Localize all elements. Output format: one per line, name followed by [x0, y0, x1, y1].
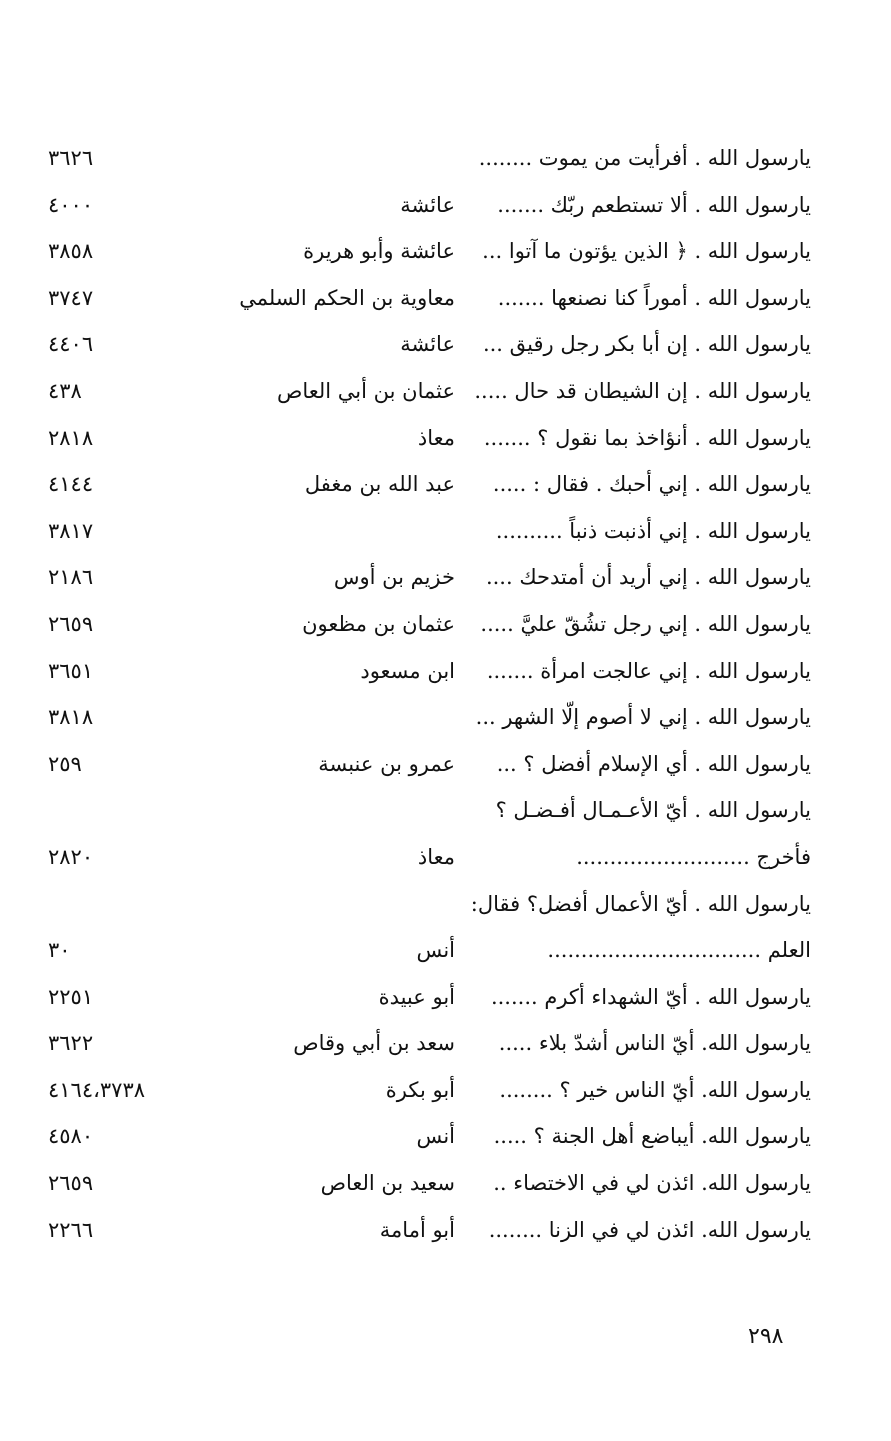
hadith-opening-text: يارسول الله . إني لا أصوم إلّا الشهر ... — [475, 705, 811, 730]
narrator-name: عثمان بن أبي العاص — [276, 378, 455, 403]
hadith-number: ٤١٤٤ — [48, 472, 94, 497]
index-list — [0, 135, 891, 1253]
hadith-number: ٢٢٦٦ — [48, 1217, 94, 1242]
hadith-opening-text: يارسول الله . أيّ الشهداء أكرم ....... — [490, 984, 811, 1009]
hadith-opening-text: يارسول الله . أنؤاخذ بما نقول ؟ ....... — [483, 425, 811, 450]
hadith-number: ٣٦٥١ — [48, 658, 94, 683]
index-row — [0, 601, 891, 648]
narrator-name: أنس — [416, 1124, 455, 1149]
hadith-opening-text: يارسول الله . إني عالجت امرأة ....... — [486, 658, 811, 683]
narrator-name: ابن مسعود — [360, 658, 455, 683]
hadith-number: ٤٤٠٦ — [48, 332, 94, 357]
hadith-number: ٣٨١٨ — [48, 705, 94, 730]
narrator-name: عبد الله بن مغفل — [304, 472, 455, 497]
hadith-opening-text: يارسول الله . إني رجل تشُقّ عليَّ ..... — [480, 611, 811, 636]
hadith-number: ٢٥٩ — [48, 751, 82, 776]
index-row — [0, 1020, 891, 1067]
narrator-name: معاوية بن الحكم السلمي — [239, 285, 455, 310]
hadith-number: ٤٣٨ — [48, 378, 82, 403]
hadith-opening-text: يارسول الله . أي الإسلام أفضل ؟ ... — [496, 751, 811, 776]
narrator-name: سعد بن أبي وقاص — [293, 1031, 455, 1056]
index-row — [0, 275, 891, 322]
index-row — [0, 554, 891, 601]
index-row — [0, 741, 891, 788]
index-row — [0, 368, 891, 415]
hadith-opening-text: يارسول الله . أيّ الأعـمـال أفـضـل ؟ — [495, 798, 811, 823]
narrator-name: عائشة — [400, 192, 455, 217]
index-row — [0, 135, 891, 182]
hadith-number: ٢٢٥١ — [48, 984, 94, 1009]
hadith-opening-text: يارسول الله . إني أحبك . فقال : ..... — [492, 472, 811, 497]
hadith-number: ٢٦٥٩ — [48, 611, 94, 636]
index-row — [0, 321, 891, 368]
hadith-number: ٣٨١٧ — [48, 518, 94, 543]
index-row — [0, 182, 891, 229]
hadith-number: ٢١٨٦ — [48, 565, 94, 590]
index-row — [0, 1113, 891, 1160]
narrator-name: سعيد بن العاص — [320, 1171, 455, 1196]
hadith-opening-text: يارسول الله. أيّ الناس خير ؟ ........ — [499, 1077, 811, 1102]
hadith-number: ٢٨١٨ — [48, 425, 94, 450]
index-row — [0, 974, 891, 1021]
narrator-name: عائشة وأبو هريرة — [303, 239, 455, 264]
hadith-opening-text: يارسول الله . ﴿ الذين يؤتون ما آتوا ... — [482, 239, 811, 264]
index-row — [0, 1067, 891, 1114]
hadith-number: ٤١٦٤،٣٧٣٨ — [48, 1077, 146, 1102]
narrator-name: معاذ — [417, 844, 455, 869]
hadith-opening-text: يارسول الله. أيباضع أهل الجنة ؟ ..... — [493, 1124, 811, 1149]
narrator-name: خزيم بن أوس — [333, 565, 455, 590]
index-row — [0, 1207, 891, 1254]
hadith-opening-text: العلم ................................ — [547, 938, 811, 963]
narrator-name: أبو بكرة — [385, 1077, 455, 1102]
hadith-number: ٤٠٠٠ — [48, 192, 94, 217]
narrator-name: أبو أمامة — [379, 1217, 455, 1242]
hadith-opening-text: يارسول الله . إني أذنبت ذنباً .......... — [495, 518, 811, 543]
hadith-number: ٢٨٢٠ — [48, 844, 94, 869]
hadith-number: ٣٧٤٧ — [48, 285, 94, 310]
narrator-name: عائشة — [400, 332, 455, 357]
index-row — [0, 1160, 891, 1207]
index-row — [0, 461, 891, 508]
narrator-name: عثمان بن مظعون — [302, 611, 455, 636]
index-row — [0, 694, 891, 741]
hadith-opening-text: يارسول الله. ائذن لي في الزنا ........ — [488, 1217, 811, 1242]
hadith-opening-text: يارسول الله. ائذن لي في الاختصاء .. — [493, 1171, 811, 1196]
index-row — [0, 881, 891, 928]
hadith-opening-text: يارسول الله . أيّ الأعمال أفضل؟ فقال: — [470, 891, 811, 916]
hadith-opening-text: يارسول الله. أيّ الناس أشدّ بلاء ..... — [498, 1031, 811, 1056]
index-row — [0, 415, 891, 462]
hadith-opening-text: يارسول الله . ألا تستطعم ربّك ....... — [497, 192, 811, 217]
index-row — [0, 834, 891, 881]
hadith-opening-text: فأخرج .......................... — [576, 844, 811, 869]
hadith-number: ٣٦٢٢ — [48, 1031, 94, 1056]
hadith-number: ٣٦٢٦ — [48, 146, 94, 170]
narrator-name: أبو عبيدة — [378, 984, 455, 1009]
hadith-opening-text: يارسول الله . إن الشيطان قد حال ..... — [474, 378, 811, 403]
hadith-opening-text: يارسول الله . إني أريد أن أمتدحك .... — [485, 565, 811, 590]
hadith-number: ٤٥٨٠ — [48, 1124, 94, 1149]
hadith-number: ٢٦٥٩ — [48, 1171, 94, 1196]
narrator-name: عمرو بن عنبسة — [318, 751, 455, 776]
narrator-name: معاذ — [417, 425, 455, 450]
index-row — [0, 228, 891, 275]
hadith-opening-text: يارسول الله . أموراً كنا نصنعها ....... — [497, 285, 811, 310]
hadith-opening-text: يارسول الله . أفرأيت من يموت ........ — [478, 146, 811, 170]
index-row — [0, 927, 891, 974]
hadith-opening-text: يارسول الله . إن أبا بكر رجل رقيق ... — [482, 332, 811, 357]
index-row — [0, 787, 891, 834]
index-row — [0, 508, 891, 555]
hadith-number: ٣٨٥٨ — [48, 239, 94, 264]
page-number: ٢٩٨ — [748, 1324, 784, 1349]
hadith-number: ٣٠ — [48, 938, 71, 963]
index-row — [0, 648, 891, 695]
narrator-name: أنس — [416, 938, 455, 963]
